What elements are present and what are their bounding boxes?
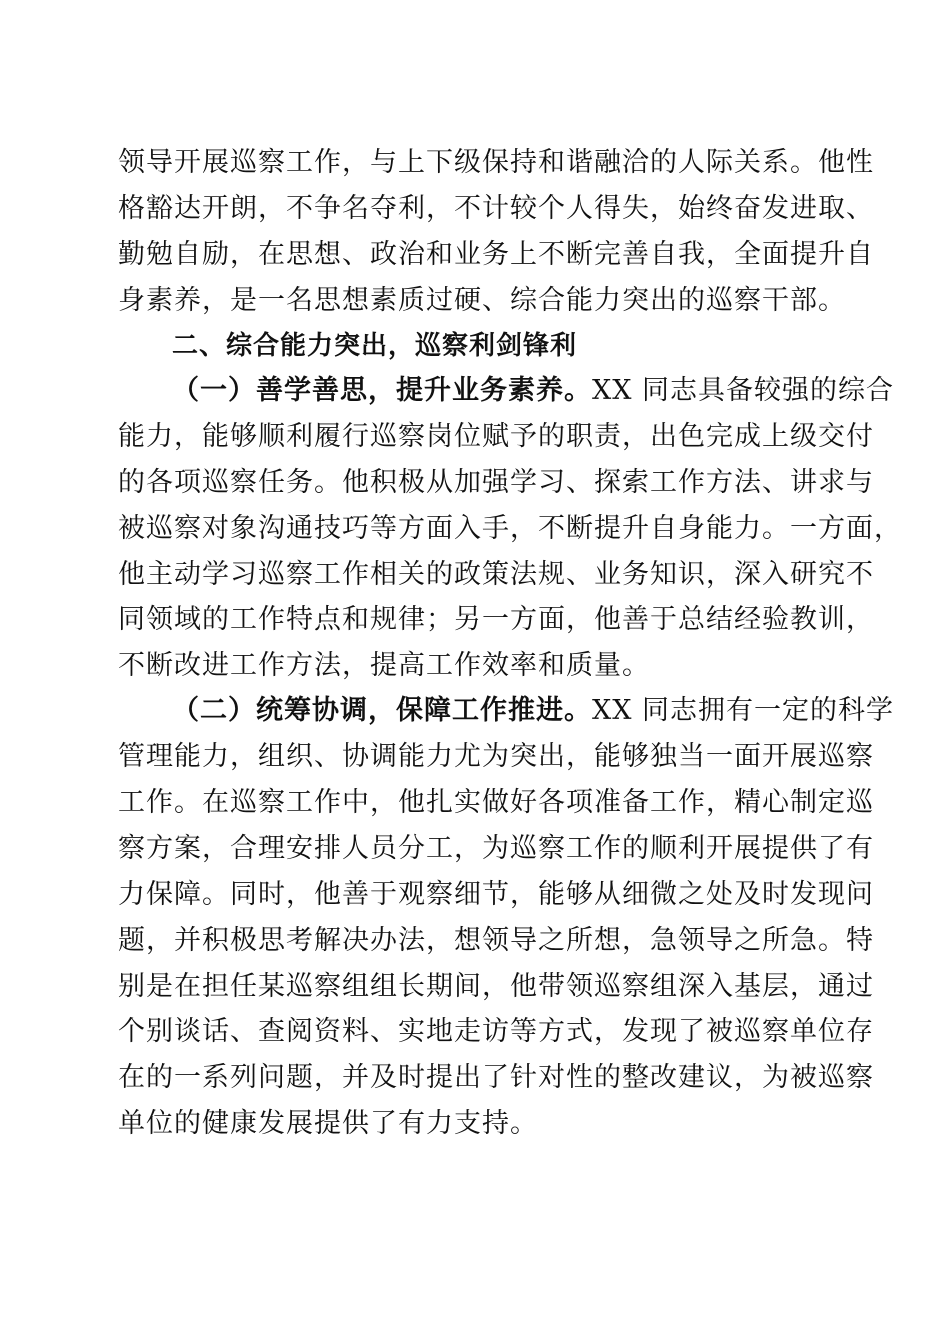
section-1-subheading: （一）善学善思，提升业务素养。 (172, 375, 592, 406)
section-1-first-line (172, 371, 895, 411)
section-1-line: 能力，能够顺利履行巡察岗位赋予的职责，出色完成上级交付 (118, 421, 874, 452)
paragraph-1-line-1: 领导开展巡察工作，与上下级保持和谐融洽的人际关系。他性 (118, 147, 874, 178)
paragraph-1-line-3: 勤勉自励，在思想、政治和业务上不断完善自我，全面提升自 (118, 239, 874, 270)
section-2-line: 在的一系列问题，并及时提出了针对性的整改建议，为被巡察 (118, 1062, 874, 1093)
section-2-first-line (172, 691, 895, 731)
section-2-line: 力保障。同时，他善于观察细节，能够从细微之处及时发现问 (118, 879, 874, 910)
paragraph-1-line-4: 身素养，是一名思想素质过硬、综合能力突出的巡察干部。 (118, 285, 846, 316)
section-2-line: 题，并积极思考解决办法，想领导之所想，急领导之所急。特 (118, 925, 874, 956)
section-heading: 二、综合能力突出，巡察利剑锋利 (172, 331, 578, 361)
section-2-line: 察方案，合理安排人员分工，为巡察工作的顺利开展提供了有 (118, 833, 874, 864)
section-1-line: 同领域的工作特点和规律；另一方面，他善于总结经验教训， (118, 604, 874, 635)
section-2-line: 单位的健康发展提供了有力支持。 (118, 1108, 538, 1139)
section-1-line: 不断改进工作方法，提高工作效率和质量。 (118, 650, 650, 681)
section-1-line: 的各项巡察任务。他积极从加强学习、探索工作方法、讲求与 (118, 467, 874, 498)
section-2-line: 个别谈话、查阅资料、实地走访等方式，发现了被巡察单位存 (118, 1016, 874, 1047)
section-2-line: 工作。在巡察工作中，他扎实做好各项准备工作，精心制定巡 (118, 787, 874, 818)
section-1-line: 被巡察对象沟通技巧等方面入手，不断提升自身能力。一方面， (118, 513, 902, 544)
section-2-subheading: （二）统筹协调，保障工作推进。 (172, 695, 592, 726)
section-1-line: 他主动学习巡察工作相关的政策法规、业务知识，深入研究不 (118, 559, 874, 590)
section-2-line: 管理能力，组织、协调能力尤为突出，能够独当一面开展巡察 (118, 741, 874, 772)
section-1-first-line-text: XX 同志具备较强的综合 (592, 375, 895, 406)
section-2-first-line-text: XX 同志拥有一定的科学 (592, 695, 895, 726)
section-2-line: 别是在担任某巡察组组长期间，他带领巡察组深入基层，通过 (118, 971, 874, 1002)
paragraph-1-line-2: 格豁达开朗，不争名夺利，不计较个人得失，始终奋发进取、 (118, 193, 874, 224)
